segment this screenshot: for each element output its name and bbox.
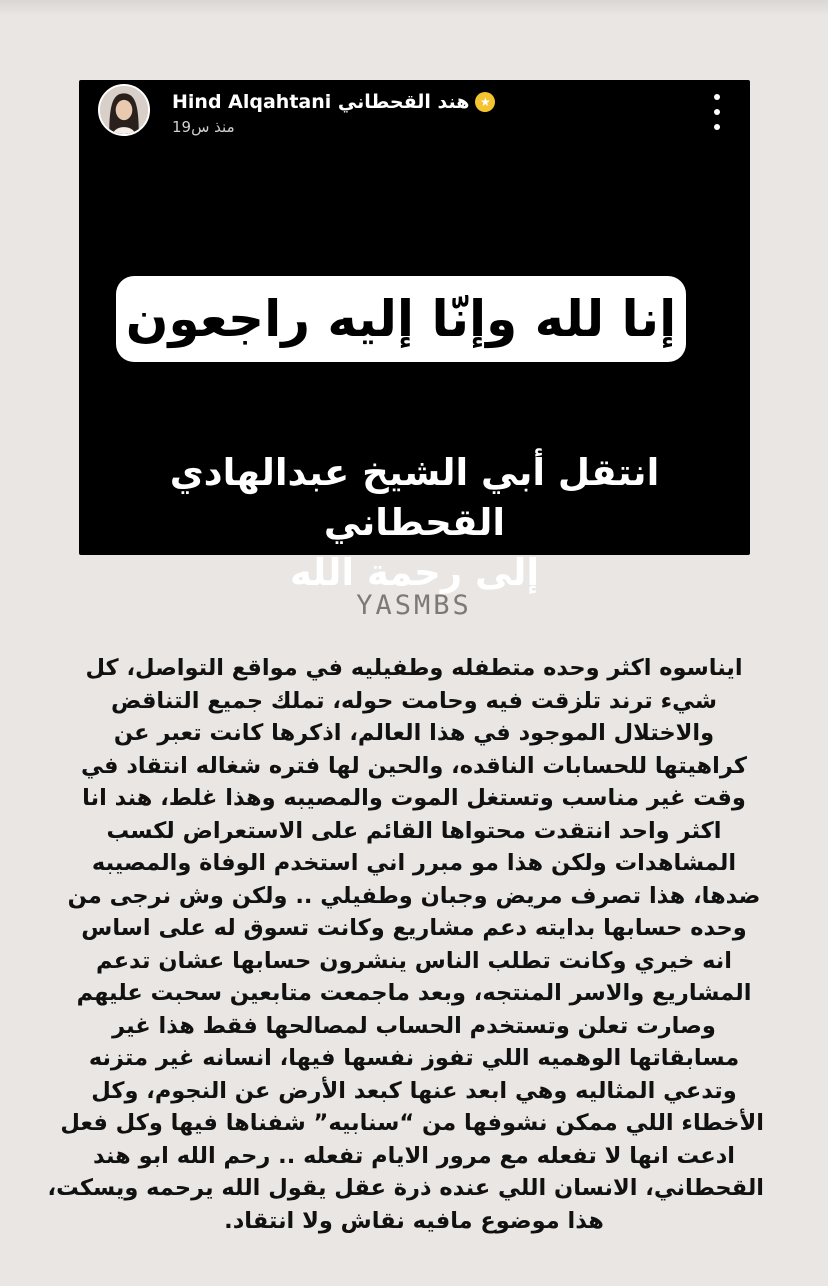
story-caption-line: انتقل أبي الشيخ عبدالهادي القحطاني [169,451,660,544]
story-title-pill: إنا لله وإنّا إليه راجعون [116,276,686,362]
article-line: وقت غير مناسب وتستغل الموت والمصيبه وهذا غلط، هند انا [82,785,746,811]
more-options-icon[interactable] [710,94,724,130]
article-line: والاختلال الموجود في هذا العالم، اذكرها كانت تعبر عن [113,720,715,746]
article-line: شيء ترند تلزقت فيه وحامت حوله، تملك جميع التناقض [111,687,717,714]
avatar-image [100,86,148,134]
article-line: ايناسوه اكثر وحده متطفله وطفيليه في مواقع التواصل، كل [85,655,743,681]
article-line: وحده حسابها بدايته دعم مشاريع وكانت تسوق له على اساس [81,915,747,941]
star-badge-icon: ★ [475,92,495,112]
author-row [172,88,495,116]
article-line: ادعت انها لا تفعله مع مرور الايام تفعله .. رحم الله ابو هند [93,1142,735,1169]
article-line: كراهيتها للحسابات الناقده، والحين لها فتره شغاله انتقاد في [81,752,747,779]
article-line: انه خيري وكانت تطلب الناس ينشرون حسابها عشان تدعم [96,947,732,974]
story-caption-line: إلى رحمة الله [289,551,540,594]
top-edge [0,0,828,16]
article-line: مسابقاتها الوهميه اللي تفوز نفسها فيها، انسانه غير متزنه [88,1045,740,1071]
avatar[interactable] [98,84,150,136]
article-line: القحطاني، الانسان اللي عنده ذرة عقل يقول الله يرحمه ويسكت، [47,1175,764,1201]
article-line: وتدعي المثاليه وهي ابعد عنها كبعد الأرض عن النجوم، وكل [91,1077,737,1104]
article-line: المشاهدات ولكن هذا مو مبرر اني استخدم الوفاة والمصيبه [91,850,737,876]
article-line: ضدها، هذا تصرف مريض وجبان وطفيلي .. ولكن وش نرجى من [67,882,761,909]
watermark: YASMBS [356,590,472,621]
article-line: اكثر واحد انتقدت محتواها القائم على الاستعراض لكسب [106,817,722,844]
article-text [47,652,764,1237]
article-line: المشاريع والاسر المنتجه، وبعد ماجمعت متابعين سحبت عليهم [76,980,752,1006]
article-line: الأخطاء اللي ممكن نشوفها من “سنابيه” شفناها فيها وكل فعل [60,1110,764,1136]
post-time: منذ س19 [172,118,235,136]
author-name[interactable]: Hind Alqahtani هند القحطاني [172,91,470,113]
article-line: وصارت تعلن وتستخدم الحساب لمصالحها فقط هذا غير [112,1012,716,1039]
story-caption [79,448,750,598]
article-line: هذا موضوع مافيه نقاش ولا انتقاد. [224,1207,604,1234]
